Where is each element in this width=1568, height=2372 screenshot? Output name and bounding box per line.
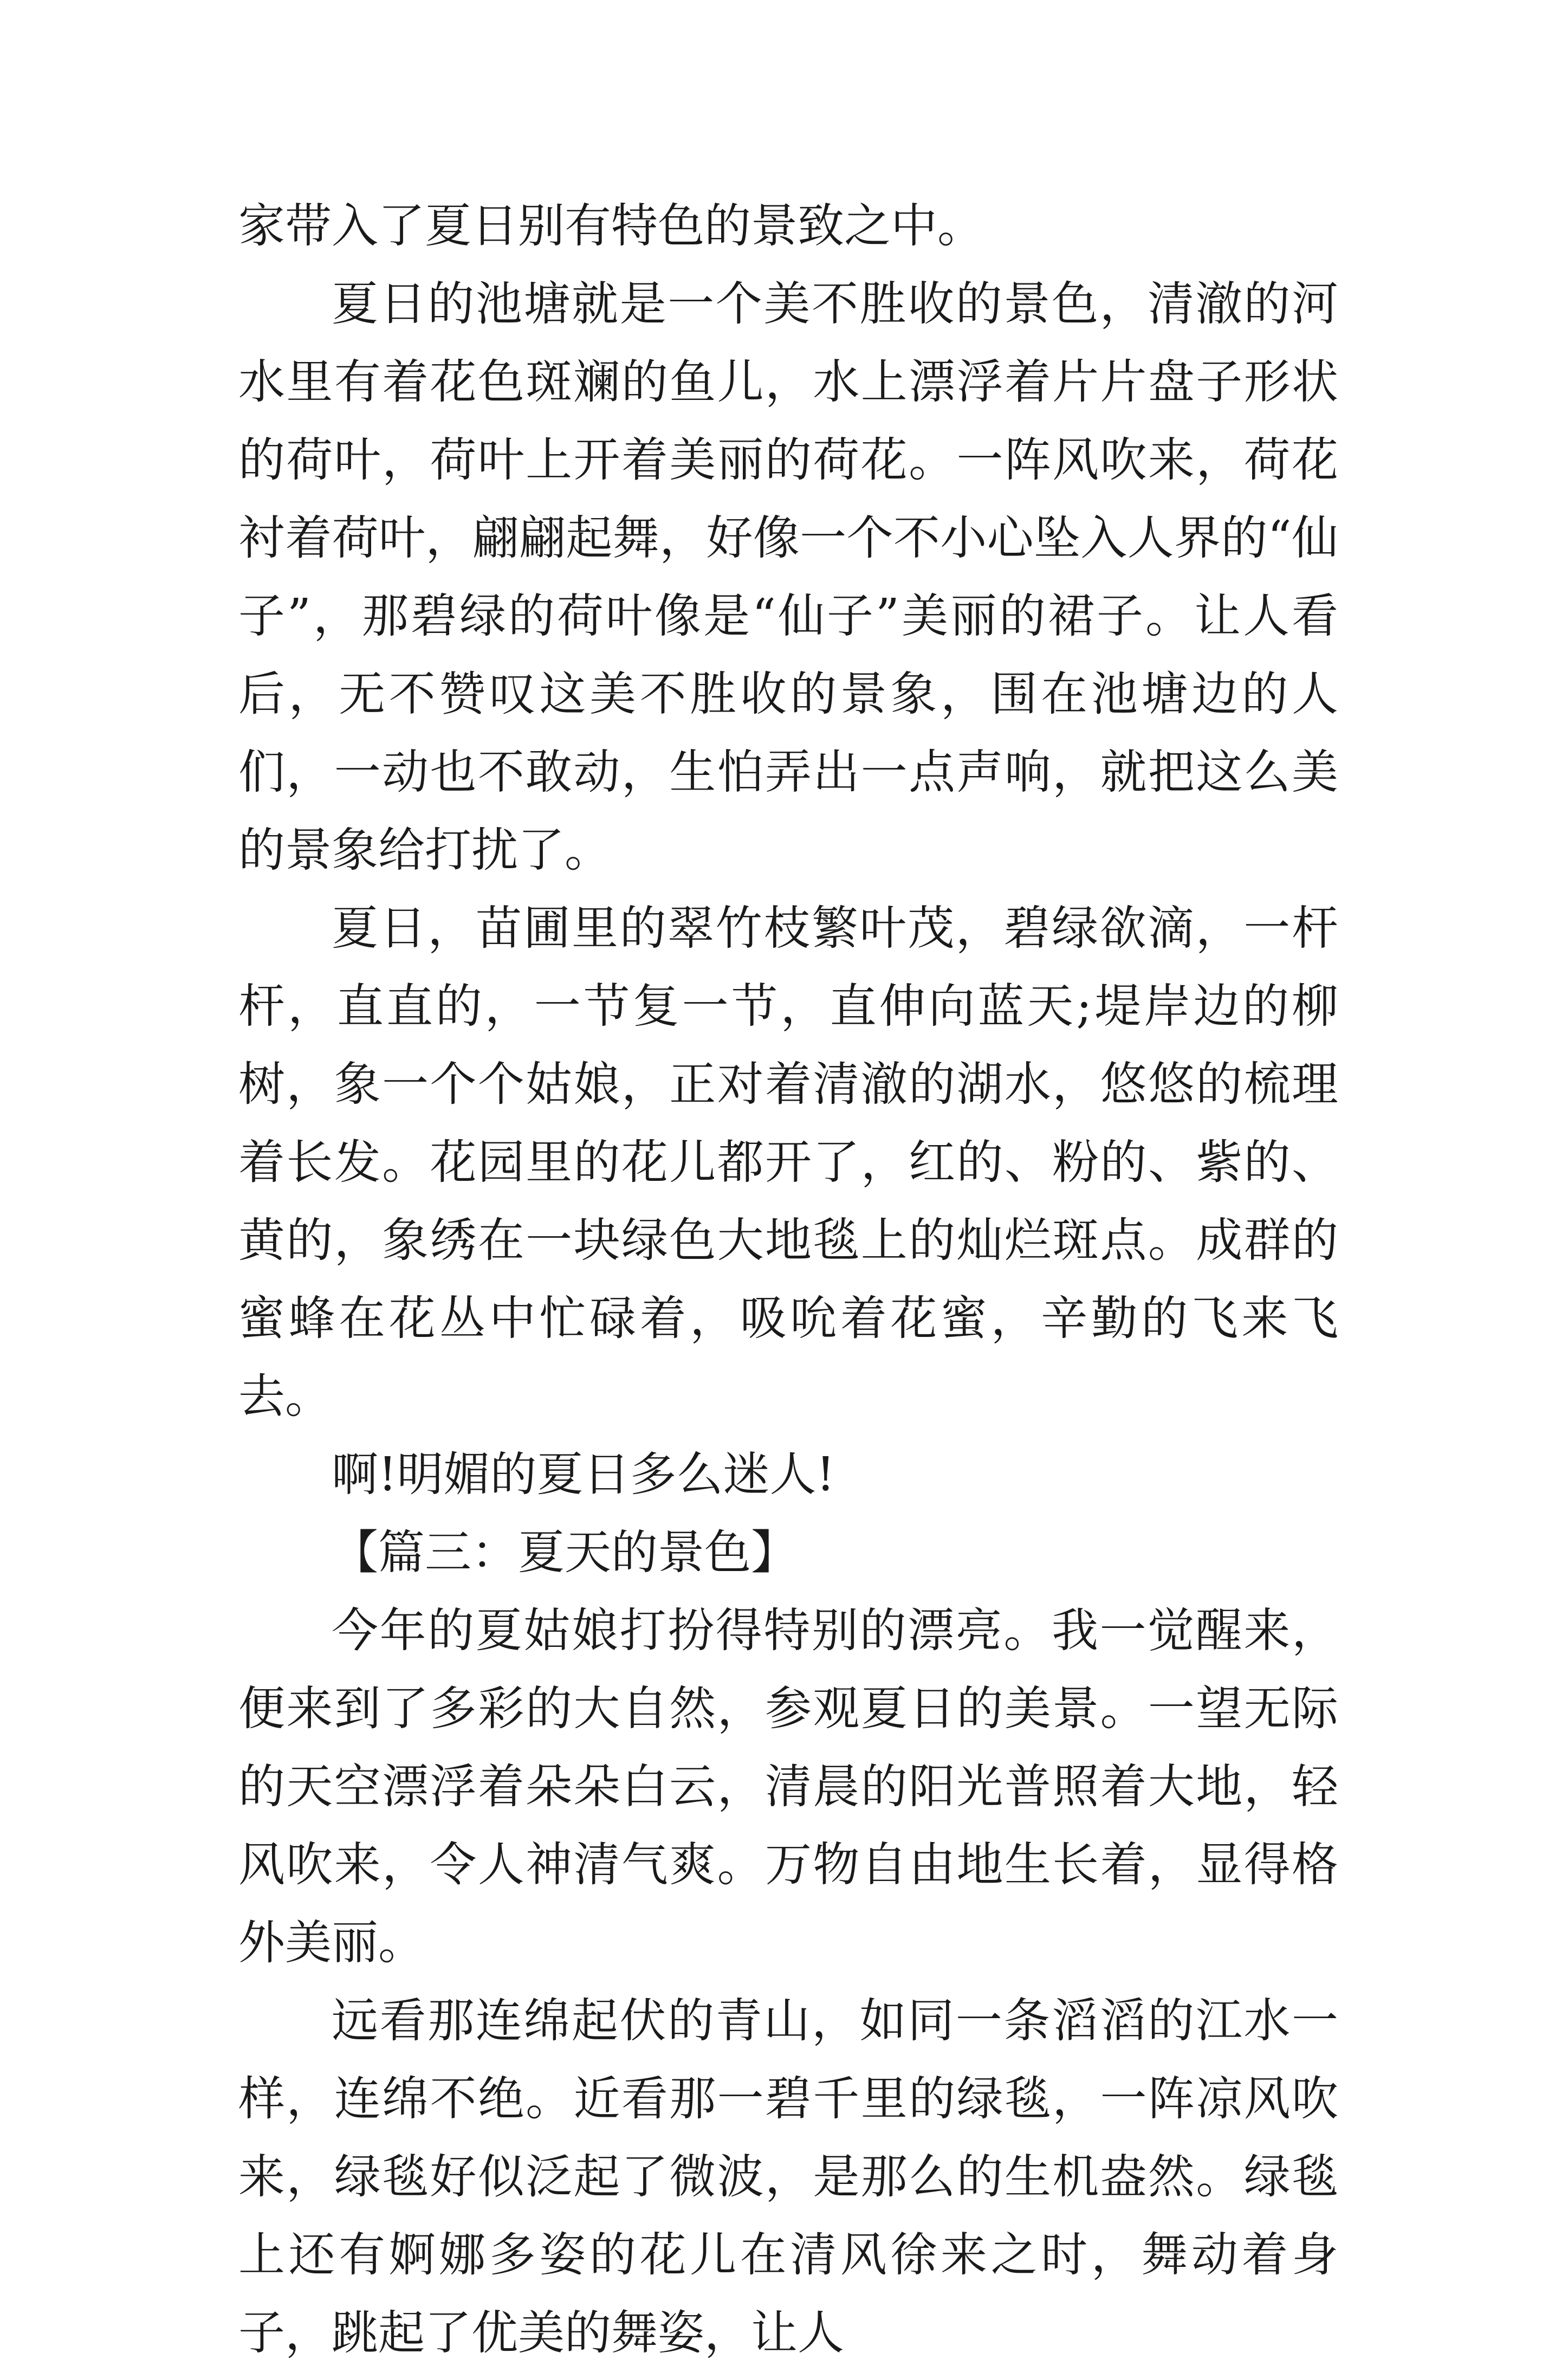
paragraph-mountains: 远看那连绵起伏的青山，如同一条滔滔的江水一样，连绵不绝。近看那一碧千里的绿毯，一阵凉风吹来，绿毯好似泛起了微波，是那么的生机盎然。绿毯上还有婀娜多姿的花儿在清风徐来之时，舞动着身子，跳起了优美的舞姿，让人: [238, 1994, 1338, 2360]
paragraph-exclamation: 啊!明媚的夏日多么迷人!: [332, 1447, 835, 1502]
paragraph-pond: 夏日的池塘就是一个美不胜收的景色，清澈的河水里有着花色斑斓的鱼儿，水上漂浮着片片盘子形状的荷叶，荷叶上开着美丽的荷花。一阵风吹来，荷花衬着荷叶，翩翩起舞，好像一个不小心坠入人界的“仙子”，那碧绿的荷叶像是“仙子”美丽的裙子。让人看后，无不赞叹这美不胜收的景象，围在池塘边的人们，一动也不敢动，生怕弄出一点声响，就把这么美的景象给打扰了。: [238, 277, 1338, 877]
paragraph-continuation: 家带入了夏日别有特色的景致之中。: [238, 199, 984, 253]
section-heading: 【篇三：夏天的景色】: [332, 1526, 798, 1580]
body-text: [238, 187, 1338, 2372]
paragraph-nursery: 夏日，苗圃里的翠竹枝繁叶茂，碧绿欲滴，一杆杆，直直的，一节复一节，直伸向蓝天;堤岸边的柳树，象一个个姑娘，正对着清澈的湖水，悠悠的梳理着长发。花园里的花儿都开了，红的、粉的、紫的、黄的，象绣在一块绿色大地毯上的灿烂斑点。成群的蜜蜂在花丛中忙碌着，吸吮着花蜜，辛勤的飞来飞去。: [238, 901, 1338, 1424]
paragraph-summer-girl: 今年的夏姑娘打扮得特别的漂亮。我一觉醒来，便来到了多彩的大自然，参观夏日的美景。一望无际的天空漂浮着朵朵白云，清晨的阳光普照着大地，轻风吹来，令人神清气爽。万物自由地生长着，显得格外美丽。: [238, 1604, 1338, 1970]
